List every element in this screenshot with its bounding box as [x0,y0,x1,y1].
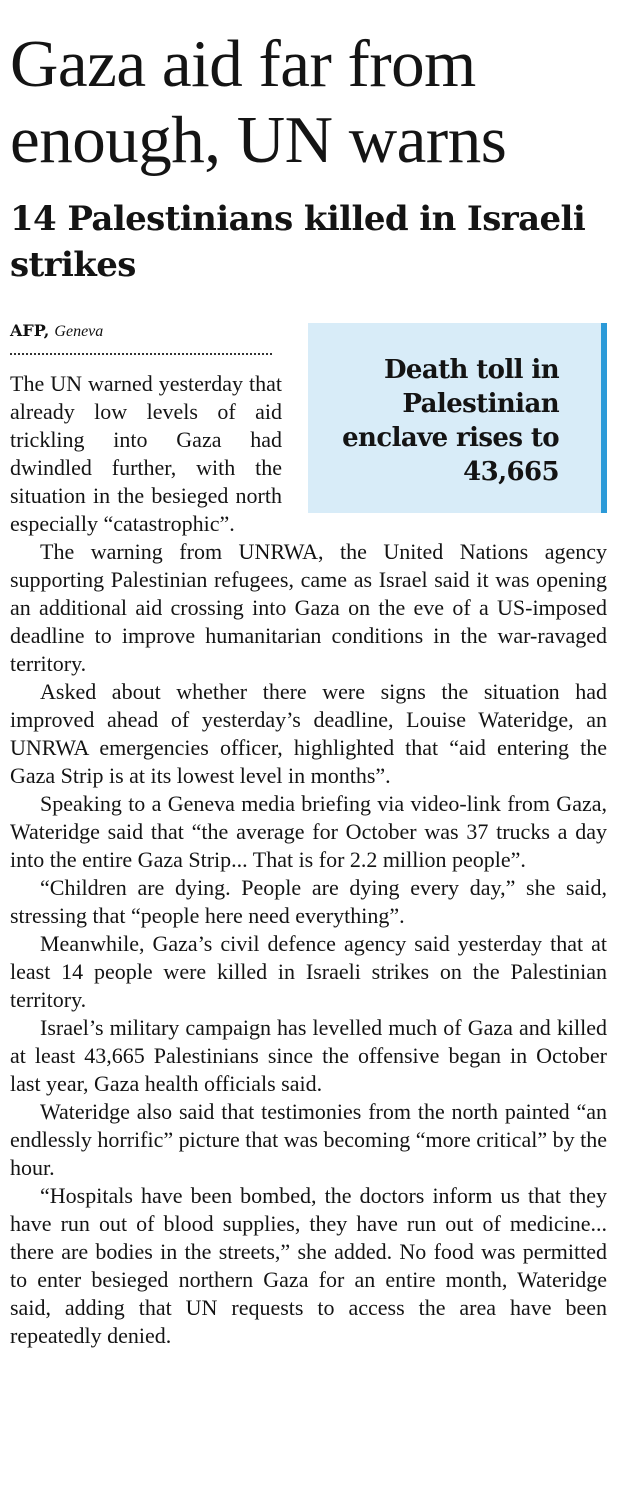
article-paragraph: Wateridge also said that testimonies from the north painted “an endlessly horrific” picture that was becoming “more critical” by the hour. [10,1099,607,1180]
byline-divider [10,353,272,355]
article-paragraph: The warning from UNRWA, the United Nations agency supporting Palestinian refugees, came as Israel said it was opening an additional aid crossing into Gaza on the eve of a US-imposed deadline to improve humanitarian conditions in the war-ravaged territory. [10,539,607,676]
byline-location: Geneva [54,323,104,340]
pullquote-text: Death toll in Palestinian enclave rises to 43,665 [342,355,559,487]
article-paragraph: Asked about whether there were signs the situation had improved ahead of yesterday’s deadline, Louise Wateridge, an UNRWA emergencies officer, highlighted that “aid entering the Gaza Strip is at its lowest level in months”. [10,679,607,788]
byline-agency: AFP, [10,321,50,340]
headline: Gaza aid far from enough, UN warns [10,27,507,177]
article-paragraph: Israel’s military campaign has levelled much of Gaza and killed at least 43,665 Palestinians since the offensive began in October last year, Gaza health officials said. [10,1015,607,1096]
byline [10,321,272,342]
article-paragraph: Meanwhile, Gaza’s civil defence agency said yesterday that at least 14 people were killed in Israeli strikes on the Palestinian territory. [10,931,607,1012]
subheadline: 14 Palestinians killed in Israeli strikes [10,199,586,285]
article-paragraph: The UN warned yesterday that already low levels of aid trickling into Gaza had dwindled further, with the situation in the besieged north especially “catastrophic”. [10,371,282,536]
article-body [10,370,607,1350]
pullquote-spacer [282,370,607,517]
article-paragraph: Speaking to a Geneva media briefing via video-link from Gaza, Wateridge said that “the average for October was 37 trucks a day into the entire Gaza Strip... That is for 2.2 million people”. [10,791,607,872]
article-paragraph: “Children are dying. People are dying every day,” she said, stressing that “people here need everything”. [10,875,607,928]
article-paragraph: “Hospitals have been bombed, the doctors inform us that they have run out of blood supplies, they have run out of medicine... there are bodies in the streets,” she added. No food was permitted to enter besieged northern Gaza for an entire month, Wateridge said, adding that UN requests to access the area have been repeatedly denied. [10,1183,607,1348]
